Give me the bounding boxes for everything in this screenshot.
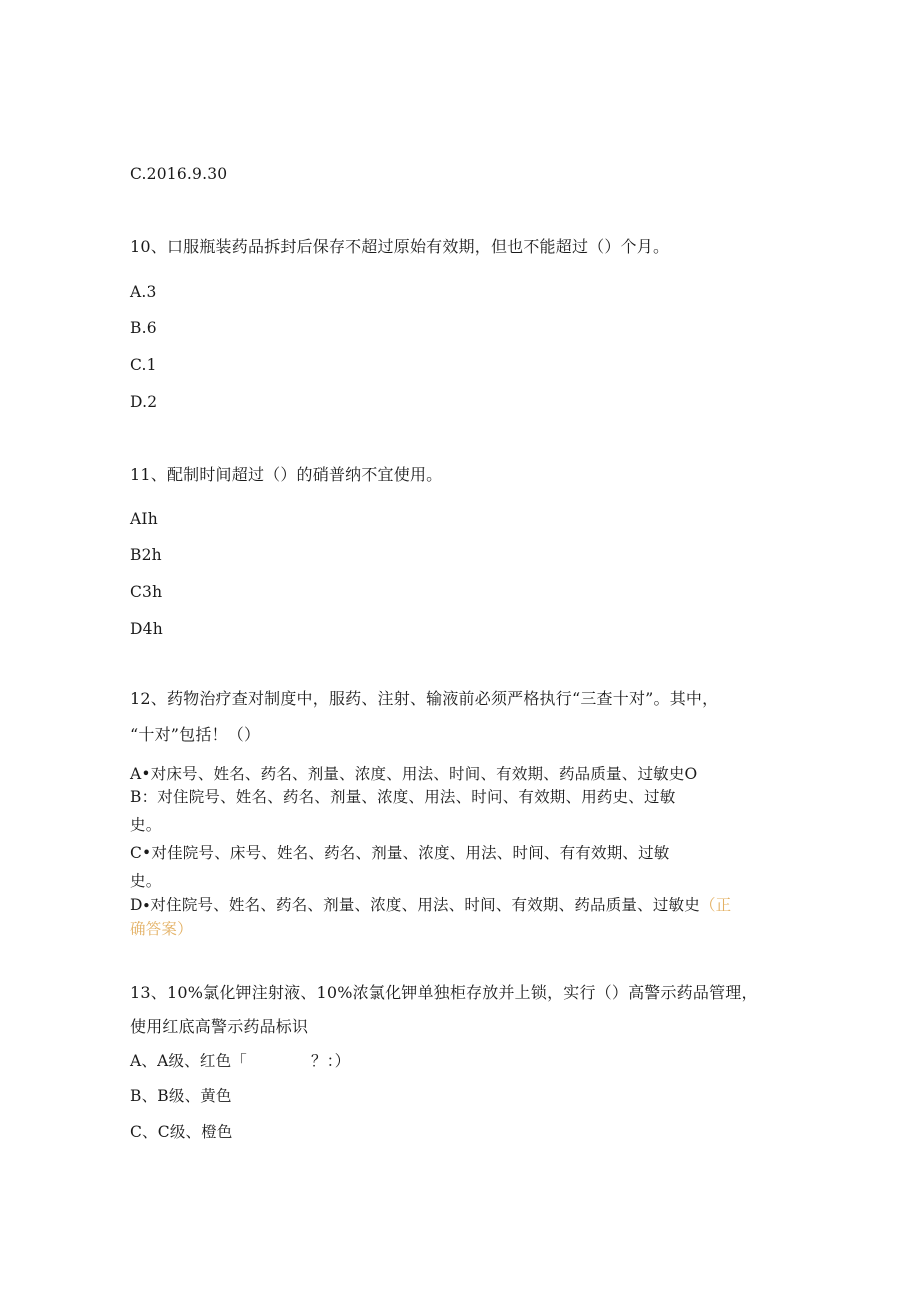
q12-option-c-line1: C•对佳院号、床号、姓名、药名、剂量、浓度、用法、时间、有有效期、过敏 bbox=[130, 844, 670, 862]
q11-option-a: AIh bbox=[130, 510, 158, 528]
q12-option-b-line1: B：对住院号、姓名、药名、剂量、浓度、用法、时问、有效期、用药史、过敏 bbox=[130, 788, 676, 806]
q12-option-a: A•对床号、姓名、药名、剂量、浓度、用法、时间、有效期、药品质量、过敏史O bbox=[130, 765, 698, 783]
q13-stem-line2: 使用红底高警示药品标识 bbox=[130, 1017, 309, 1036]
q13-option-a-right: ？：） bbox=[311, 1052, 351, 1070]
q12-stem-line2: “十对”包括！（） bbox=[130, 725, 261, 744]
q10-option-b: B.6 bbox=[130, 319, 157, 337]
q13-option-c: C、C级、橙色 bbox=[130, 1123, 233, 1141]
q11-option-c: C3h bbox=[130, 583, 163, 601]
q12-answer-mark-part2: 确答案） bbox=[130, 920, 193, 938]
q11-stem: 11、配制时间超过（）的硝普纳不宜使用。 bbox=[130, 465, 443, 484]
q10-option-c: C.1 bbox=[130, 356, 157, 374]
q10-option-a: A.3 bbox=[130, 283, 157, 301]
q12-option-b-line2: 史。 bbox=[130, 816, 162, 834]
q12-stem-line1: 12、药物治疗查对制度中，服药、注射、输液前必须严格执行“三查十对”。其中， bbox=[130, 689, 719, 708]
q12-answer-mark-part1: （正 bbox=[699, 896, 732, 914]
q12-option-d-text: D∙对住院号、姓名、药名、剂量、浓度、用法、时间、有效期、药品质量、过敏史 bbox=[130, 896, 700, 914]
q11-option-b: B2h bbox=[130, 546, 162, 564]
q11-option-d: D4h bbox=[130, 620, 163, 638]
prev-option-c: C.2016.9.30 bbox=[130, 165, 228, 183]
q12-option-c-line2: 史。 bbox=[130, 872, 162, 890]
q10-option-d: D.2 bbox=[130, 393, 158, 411]
q12-option-d-line1 bbox=[130, 895, 731, 915]
q13-option-a bbox=[130, 1051, 350, 1071]
q10-stem: 10、口服瓶装药品拆封后保存不超过原始有效期，但也不能超过（）个月。 bbox=[130, 237, 670, 256]
q13-stem-line1: 13、10%氯化钾注射液、10%浓氯化钾单独柜存放并上锁，实行（）高警示药品管理， bbox=[130, 983, 758, 1002]
q13-option-b: B、B级、黄色 bbox=[130, 1087, 232, 1105]
q13-option-a-left: A、A级、红色「 bbox=[130, 1052, 247, 1070]
